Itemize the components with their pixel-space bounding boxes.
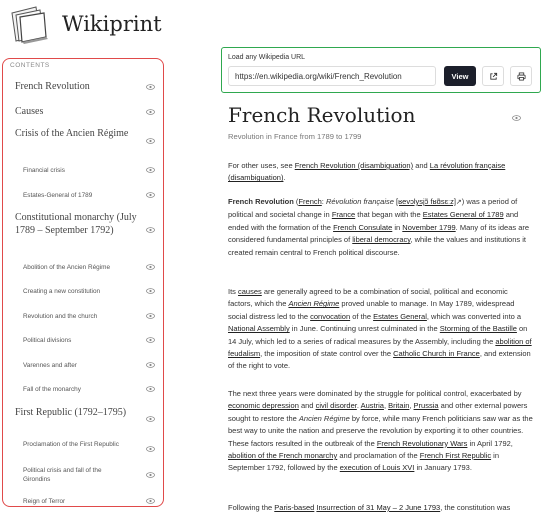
link-estates-general[interactable]: Estates General — [373, 311, 427, 321]
toc-item-label: Varennes and after — [23, 362, 77, 369]
eye-icon[interactable] — [146, 446, 155, 452]
eye-icon[interactable] — [146, 109, 155, 115]
toc-item-label: Revolution and the church — [23, 313, 98, 320]
link-disambiguation[interactable]: French Revolution (disambiguation) — [294, 161, 414, 170]
link-insurrection[interactable]: Insurrection of 31 May – 2 June 1793 — [316, 503, 441, 512]
toc-item-revolution-church[interactable] — [3, 310, 163, 322]
eye-icon[interactable] — [146, 167, 155, 173]
link-november-1799[interactable]: November 1799 — [402, 222, 456, 232]
toc-item-label: Constitutional monarchy (July 1789 – September 1792) — [15, 212, 137, 236]
eye-icon[interactable] — [146, 362, 155, 368]
link-execution-louis-xvi[interactable]: execution of Louis XVI — [339, 463, 415, 473]
toc-item-crisis-ancien-regime[interactable] — [3, 126, 163, 154]
toc-item-label: Fall of the monarchy — [23, 386, 81, 393]
eye-icon[interactable] — [146, 313, 155, 319]
toc-item-proclamation-first-republic[interactable] — [3, 439, 163, 459]
toc-item-causes[interactable] — [3, 104, 163, 118]
link-french[interactable]: French — [298, 197, 322, 206]
toc-item-first-republic[interactable] — [3, 405, 163, 433]
eye-icon[interactable] — [146, 337, 155, 343]
link-causes[interactable]: causes — [238, 287, 262, 296]
article-title: French Revolution — [228, 103, 416, 127]
toc-item-new-constitution[interactable] — [3, 285, 163, 297]
paragraph-intro: French Revolution (French: Révolution française [ʁevɔlysjɔ̃ fʁɑ̃sɛːz]↗) was a period of political and societal change in France that began with the Estates General of 1789 and ended with the formation of the French Consulate in November 1799. Many of its ideas are considered fundamental principles of liberal democracy, while the values and institutions it created remain central to French political discourse. — [228, 197, 530, 257]
link-french-consulate[interactable]: French Consulate — [333, 222, 393, 232]
eye-icon[interactable] — [146, 84, 155, 90]
link-economic-depression[interactable]: economic depression — [228, 401, 299, 411]
eye-icon[interactable] — [146, 192, 155, 198]
toc-item-reign-of-terror[interactable] — [3, 495, 163, 507]
toc-item-french-revolution[interactable] — [3, 79, 163, 93]
link-national-assembly[interactable]: National Assembly — [228, 324, 290, 334]
link-paris-based[interactable]: Paris-based — [274, 503, 315, 512]
toc-item-financial-crisis[interactable] — [3, 164, 163, 176]
link-britain[interactable]: Britain — [388, 401, 410, 411]
link-ancien-regime[interactable]: Ancien Régime — [288, 299, 340, 309]
eye-icon[interactable] — [146, 288, 155, 294]
link-la-revolution-francaise[interactable]: La révolution française (disambiguation) — [228, 161, 506, 183]
eye-icon[interactable] — [146, 498, 155, 504]
eye-icon[interactable] — [146, 416, 155, 422]
toc-item-abolition-ancien-regime[interactable] — [3, 261, 163, 273]
link-revolutionary-wars[interactable]: French Revolutionary Wars — [376, 438, 468, 448]
link-austria[interactable]: Austria — [360, 401, 384, 411]
toc-item-political-divisions[interactable] — [3, 334, 163, 346]
toc-item-label: Estates-General of 1789 — [23, 192, 93, 199]
toc-item-label: Crisis of the Ancien Régime — [15, 128, 129, 139]
eye-icon[interactable] — [146, 472, 155, 478]
link-storming-bastille[interactable]: Storming of the Bastille — [439, 324, 517, 334]
toc-item-label: Proclamation of the First Republic — [23, 441, 119, 448]
open-external-button[interactable] — [482, 66, 504, 86]
external-link-icon — [489, 72, 498, 81]
toc-item-estates-general[interactable] — [3, 189, 163, 201]
toc-item-label: First Republic (1792–1795) — [15, 407, 127, 418]
toc-heading: CONTENTS — [10, 62, 50, 69]
url-loader — [221, 47, 541, 93]
audio-icon[interactable]: ↗ — [455, 199, 462, 206]
toc-item-label: Political crisis and fall of the Girondins — [23, 467, 102, 483]
toc-item-constitutional-monarchy[interactable] — [3, 210, 163, 250]
link-civil-disorder[interactable]: civil disorder — [315, 401, 357, 411]
toc-item-fall-of-monarchy[interactable] — [3, 383, 163, 395]
link-abolition-monarchy[interactable]: abolition of the French monarchy — [228, 451, 338, 461]
toc-item-varennes[interactable] — [3, 359, 163, 371]
toc-item-fall-of-girondins[interactable] — [3, 465, 163, 485]
link-first-republic[interactable]: French First Republic — [419, 451, 492, 461]
link-france[interactable]: France — [331, 210, 356, 220]
toc-item-label: Reign of Terror — [23, 498, 66, 505]
link-pronunciation[interactable]: [ʁevɔlysjɔ̃ fʁɑ̃sɛːz] — [396, 197, 456, 206]
toc-item-label: French Revolution — [15, 81, 90, 92]
toc-item-label: Abolition of the Ancien Régime — [23, 264, 111, 271]
link-convocation[interactable]: convocation — [310, 311, 351, 321]
link-liberal-democracy[interactable]: liberal democracy — [352, 235, 411, 245]
toc-item-label: Financial crisis — [23, 167, 65, 174]
url-input[interactable] — [228, 66, 436, 86]
toc-item-label: Political divisions — [23, 337, 72, 344]
view-button[interactable]: View — [444, 66, 476, 86]
url-label: Load any Wikipedia URL — [228, 54, 306, 61]
app-title: Wikiprint — [62, 12, 162, 36]
printer-icon — [517, 72, 526, 81]
toc-item-label: Causes — [15, 106, 44, 117]
eye-icon[interactable] — [146, 227, 155, 233]
eye-icon[interactable] — [146, 264, 155, 270]
print-button[interactable] — [510, 66, 532, 86]
link-prussia[interactable]: Prussia — [413, 401, 439, 411]
article-subtitle: Revolution in France from 1789 to 1799 — [228, 132, 362, 141]
table-of-contents — [2, 58, 164, 507]
eye-icon[interactable] — [146, 386, 155, 392]
toc-item-label: Creating a new constitution — [23, 288, 101, 295]
paragraph-insurrection: Following the Paris-based Insurrection of 31 May – 2 June 1793, the constitution was — [228, 503, 511, 512]
hatnote: For other uses, see French Revolution (disambiguation) and La révolution française (disambiguation). — [228, 161, 506, 183]
paragraph-causes: Its causes are generally agreed to be a combination of social, political and economic factors, which the Ancien Régime proved unable to manage. In May 1789, widespread social distress led to the convocation of the Estates General, which was converted into a National Assembly in June. Continuing unrest culminated in the Storming of the Bastille on 14 July, which led to a series of radical measures by the Assembly, including the abolition of feudalism, the imposition of state control over the Catholic Church in France, and extension of the right to vote. — [228, 287, 532, 371]
link-abolition-feudalism[interactable]: abolition of feudalism — [228, 336, 532, 359]
eye-icon[interactable] — [146, 138, 155, 144]
link-estates-general-1789[interactable]: Estates General of 1789 — [422, 210, 504, 220]
paragraph-wars: The next three years were dominated by the struggle for political control, exacerbated by economic depression and civil disorder. Austria, Britain, Prussia and other external powers sought to restore the Ancien Régime by force, while many French politicians saw war as the best way to unite the nation and preserve the revolution by exporting it to other countries. These factors resulted in the outbreak of the French Revolutionary Wars in April 1792, abolition of the French monarchy and proclamation of the French First Republic in September 1792, followed by the execution of Louis XVI in January 1793. — [228, 389, 533, 473]
link-catholic-church-france[interactable]: Catholic Church in France — [393, 349, 480, 359]
eye-icon[interactable] — [512, 115, 521, 121]
wikiprint-logo[interactable] — [8, 5, 56, 45]
